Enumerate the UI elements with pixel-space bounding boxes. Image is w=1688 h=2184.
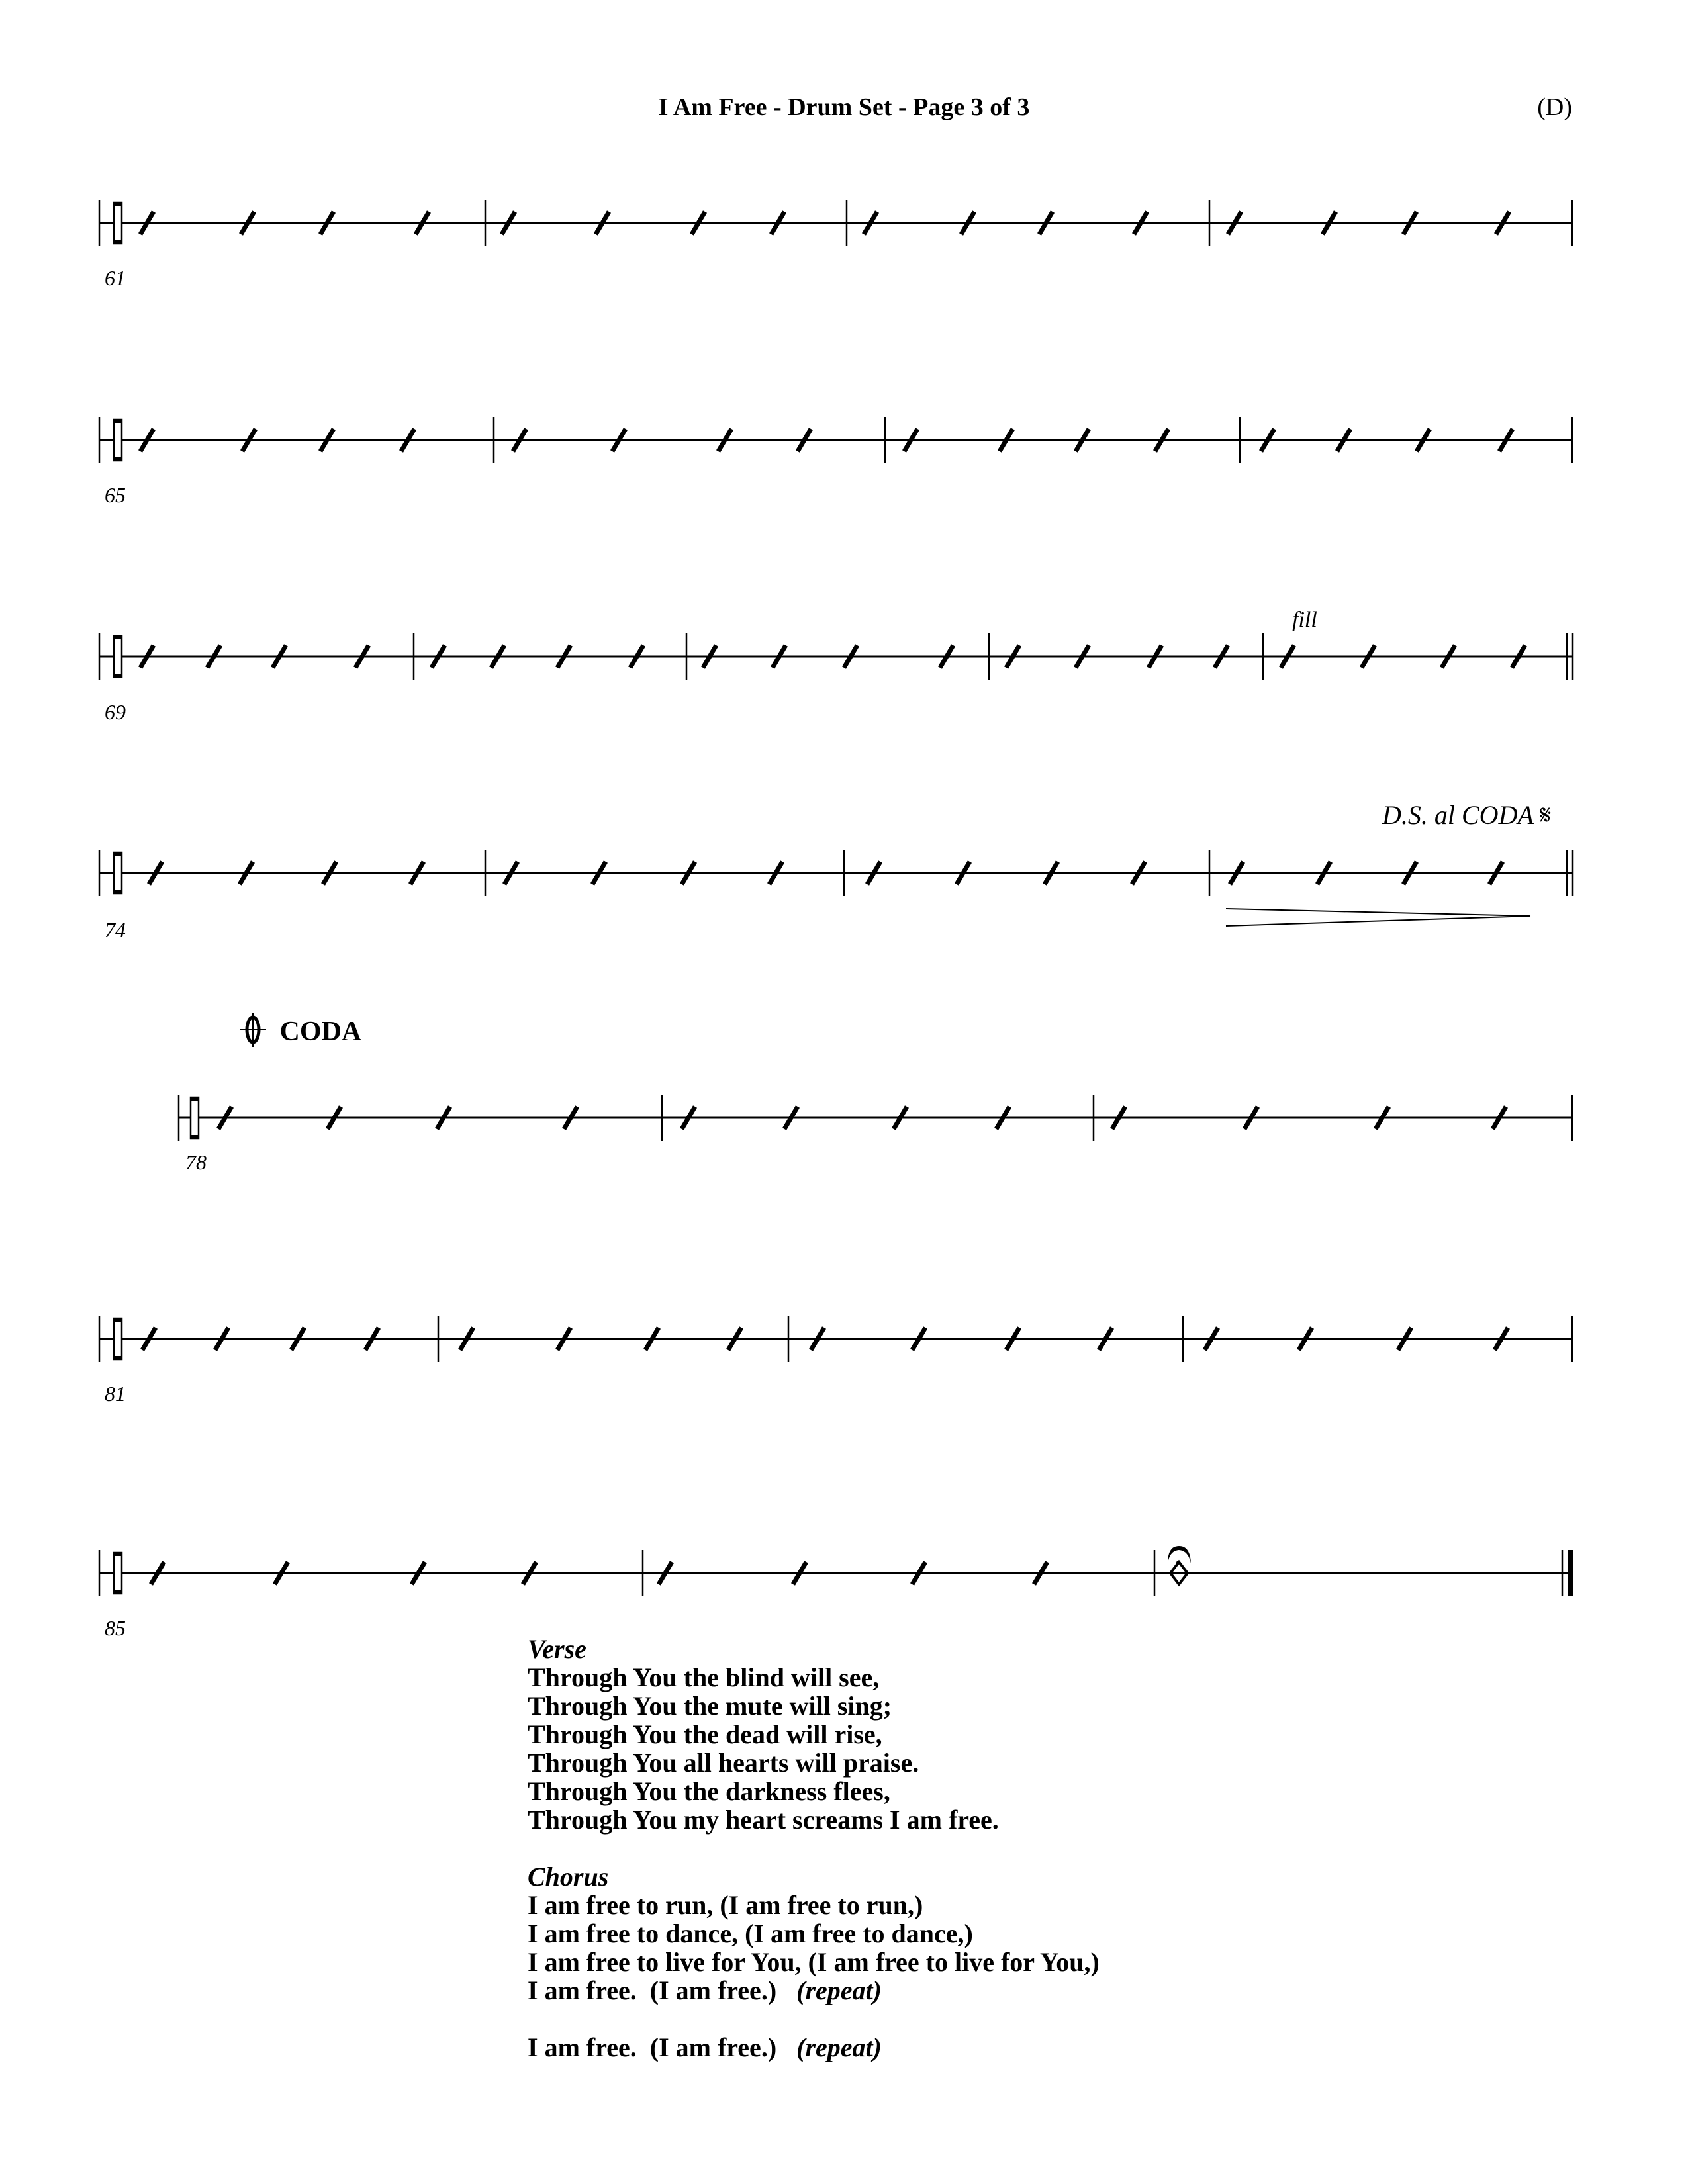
lyric-line-with-repeat	[528, 1976, 1100, 2005]
lyric-line: Through You the blind will see,	[528, 1662, 880, 1692]
coda-label-text: CODA	[279, 1017, 362, 1047]
percussion-clef-icon	[114, 1553, 122, 1594]
lyric-line: Through You my heart screams I am free.	[528, 1805, 999, 1835]
measure-number: 81	[105, 1382, 126, 1406]
fill-annotation: fill	[1292, 608, 1317, 632]
lyric-line: I am free to dance, (I am free to dance,)	[528, 1919, 973, 1948]
lyric-text: I am free. (I am free.)	[528, 1976, 797, 2005]
measure-number: 65	[105, 483, 126, 507]
ds-al-coda-text: D.S. al CODA	[1382, 800, 1534, 830]
repeat-marker: (repeat)	[796, 1976, 882, 2005]
measure-number: 78	[185, 1150, 207, 1174]
lyric-line: I am free to run, (I am free to run,)	[528, 1890, 923, 1920]
lyrics-block	[528, 1635, 1100, 2062]
lyric-line: Through You the darkness flees,	[528, 1776, 890, 1806]
measure-number: 74	[105, 918, 126, 942]
lyric-line: Through You all hearts will praise.	[528, 1748, 919, 1778]
verse-label: Verse	[528, 1634, 586, 1664]
fermata-icon	[1168, 1546, 1191, 1565]
lyric-line: Through You the mute will sing;	[528, 1691, 892, 1721]
lyric-line: I am free to live for You, (I am free to live for You,)	[528, 1947, 1100, 1977]
final-barline	[1568, 1550, 1573, 1596]
chorus-label: Chorus	[528, 1862, 609, 1891]
segno-icon: 𝄋	[1540, 800, 1552, 831]
repeat-marker: (repeat)	[796, 2032, 882, 2062]
measure-number: 61	[105, 266, 126, 290]
measure-number: 69	[105, 700, 126, 724]
lyric-line: Through You the dead will rise,	[528, 1719, 882, 1749]
page-title: I Am Free - Drum Set - Page 3 of 3	[658, 93, 1030, 121]
version-label: (D)	[1537, 93, 1572, 121]
lyric-tag-line	[528, 2033, 1100, 2062]
measure-number: 85	[105, 1616, 126, 1640]
lyric-text: I am free. (I am free.)	[528, 2032, 797, 2062]
